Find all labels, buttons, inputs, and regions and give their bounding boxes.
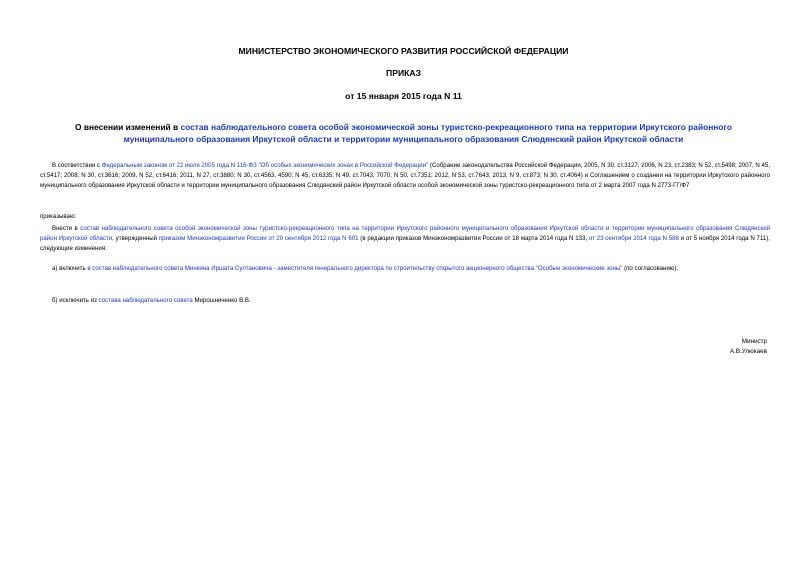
item-a-text-2: (по согласованию); (622, 265, 679, 272)
preamble-text-2: (Собрание законодательства Российской Федерации, 2005, N 30, ст.3127; 2006, N 23, ст.2383; N 52, ст.5498; 2007, N 45, ст.5417; 2008, N 30, ст.3616; 2009, N 52, ст.6416; 2011, N 27, ст.3880; N 30, ст.4563, 4590; N 45, ст.6335; N 49, ст.7043, 7070; N 50, ст.7351; 2012, N 53, ст.7643; 2013, N 9, ст.873; N 30, ст.4064) и Соглашением о создании на территории Иркутского районного муниципального образования Иркутской области и территории муниципального образования Слюдянский район Иркутской области особой экономической зоны туристско-рекреационного типа от 2 марта 2007 года N 2773-ГГ/Ф7 (40, 162, 770, 190)
document-title (40, 121, 767, 145)
item-a-text-1: а) включить (52, 265, 88, 272)
order-601-link[interactable]: приказом Минэкономразвития России от 20 сентября 2012 года N 601 (158, 235, 359, 243)
item-b-text-2: Мирошниченко В.В. (192, 297, 251, 304)
amendment-paragraph (40, 224, 770, 255)
ministry-heading: МИНИСТЕРСТВО ЭКОНОМИЧЕСКОГО РАЗВИТИЯ РОССИЙСКОЙ ФЕДЕРАЦИИ (238, 46, 569, 56)
amendment-text-3: (в редакции приказов Минэкономразвития России от 18 марта 2014 года N 133, (358, 235, 589, 243)
item-b-paragraph (40, 296, 770, 306)
amendment-text-4: и от 5 ноября 2014 года N 711), следующие изменения: (40, 235, 770, 253)
signatory-title: Министр (741, 338, 767, 345)
item-a-link[interactable]: в состав наблюдательного совета Минкина Иршата Султановича - заместителя генерального директора по строительству открытого акционерного общества "Особые экономические зоны" (87, 265, 623, 272)
order-588-link[interactable]: от 23 сентября 2014 года N 588 (588, 235, 679, 243)
item-b-text-1: б) исключить из (52, 297, 99, 304)
amendment-text-1: Внести в (52, 225, 81, 232)
order-word: приказываю: (40, 213, 77, 220)
signatory-name: А.В.Улюкаев (729, 348, 767, 355)
title-link-council-composition[interactable]: состав наблюдательного совета особой экономической зоны туристско-рекреационного типа на территории Иркутского районного муниципального образования Иркутской области и территории муниципального образования Слюдянский район Иркутской области (123, 122, 732, 144)
preamble-text-1: В соответствии с (52, 162, 102, 169)
item-a-paragraph (40, 264, 770, 274)
title-prefix: О внесении изменений в (75, 122, 181, 132)
item-b-link[interactable]: состава наблюдательного совета (98, 297, 193, 304)
council-composition-link[interactable]: состав наблюдательного совета особой экономической зоны туристско-рекреационного типа на территории Иркутского районного муниципального образования Иркутской области и территории муниципального образования Слюдянский район Иркутской области (40, 225, 771, 243)
preamble-paragraph (40, 161, 770, 192)
order-type-heading: ПРИКАЗ (386, 68, 421, 78)
amendment-text-2: , утвержденный (112, 235, 159, 243)
federal-law-link[interactable]: Федеральным законом от 22 июля 2005 года N 116-ФЗ "Об особых экономических зонах в Российской Федерации" (101, 162, 429, 169)
order-date-heading: от 15 января 2015 года N 11 (345, 91, 462, 101)
